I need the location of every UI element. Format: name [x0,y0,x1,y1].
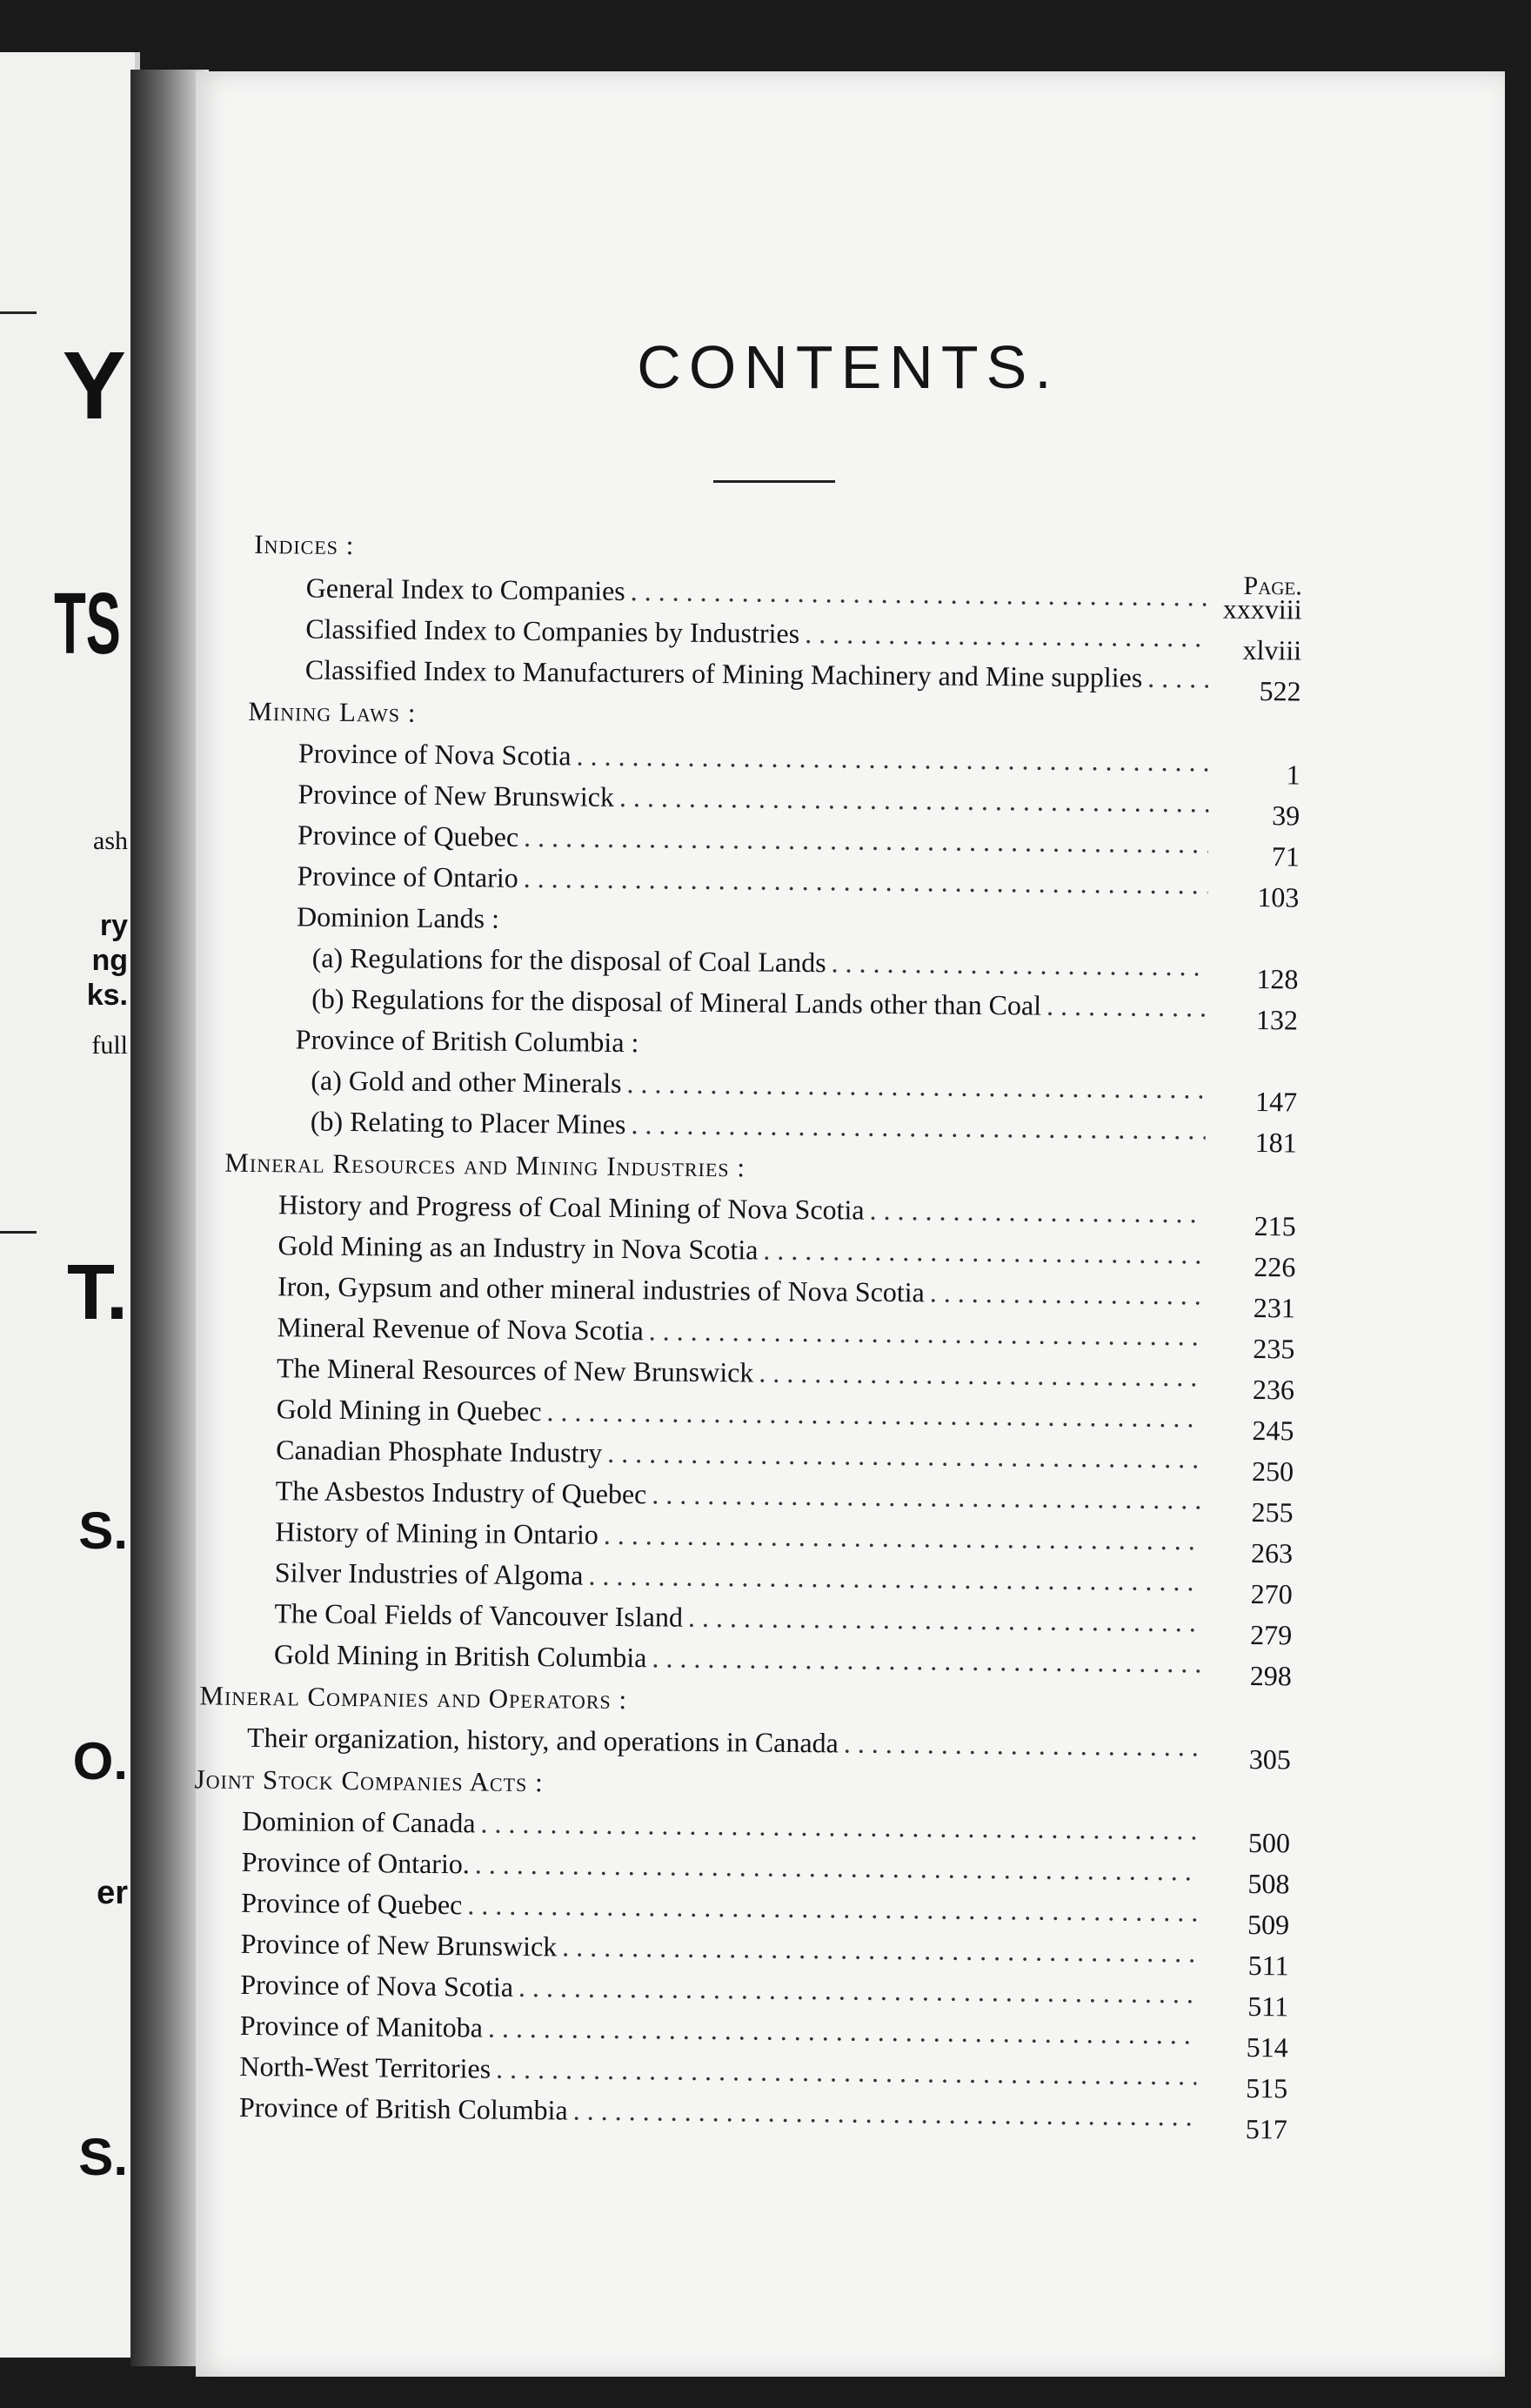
table-of-contents [184,64,1515,2382]
left-fragment: S. [78,2128,128,2186]
toc-entry [239,2085,1196,2138]
dot-leader [930,1270,1205,1316]
toc-entry-title: History of Mining in Ontario [275,1515,599,1550]
toc-entry-title: (a) Gold and other Minerals [311,1064,622,1100]
dot-leader [844,1722,1200,1769]
toc-entry [305,648,1210,700]
toc-entry-title: Province of British Columbia : [295,1023,639,1059]
divider [0,311,37,314]
toc-page-number: 231 [1253,1291,1296,1324]
toc-page-number: 245 [1252,1414,1294,1447]
contents-page [196,71,1505,2377]
toc-page-number: 517 [1245,2112,1287,2145]
toc-page-number: 235 [1253,1332,1295,1365]
toc-entry-title: Their organization, history, and operations in Canada [246,1721,839,1759]
toc-page-number: 511 [1247,1990,1289,2023]
toc-entry-title: Dominion of Canada [241,1804,476,1839]
toc-page-number: 132 [1255,1004,1299,1036]
toc-page-number: xlviii [1242,633,1302,666]
toc-page-number: 128 [1256,963,1299,995]
left-fragment: TS [54,575,121,672]
dot-leader [869,1188,1205,1235]
left-fragment: ash [93,826,128,855]
toc-entry-title: Silver Industries of Algoma [274,1556,584,1591]
dot-leader [763,1228,1205,1276]
section-heading: Mineral Resources and Mining Industries : [224,1147,746,1183]
toc-page-number: 71 [1271,840,1300,873]
toc-entry-title: Province of Manitoba [239,2009,484,2043]
toc-entry-title: (b) Relating to Placer Mines [310,1105,626,1140]
toc-entry-title: Province of New Brunswick [240,1927,558,1963]
toc-entry-title: North-West Territories [239,2050,491,2084]
toc-page-number: 103 [1257,881,1300,913]
toc-entry-title: Mineral Revenue of Nova Scotia [277,1311,644,1347]
toc-entry-title: Province of New Brunswick [298,778,615,813]
toc-page-number: 270 [1250,1577,1293,1610]
toc-page-number: 522 [1259,675,1301,707]
toc-page-number: 226 [1254,1251,1296,1283]
toc-page-number: 514 [1246,2030,1288,2064]
page-column-header: Page. [1243,571,1302,601]
section-heading: Mining Laws : [248,695,417,728]
toc-entry-title: Province of Quebec [297,819,519,853]
toc-entry-title: Classified Index to Companies by Industries [305,612,800,649]
left-fragment: ry [99,909,128,942]
toc-page-number: 255 [1251,1495,1294,1528]
toc-entry-title: Province of British Columbia [238,2090,568,2126]
toc-page-number: 515 [1246,2071,1288,2104]
toc-page-number: 250 [1251,1455,1294,1488]
section-heading: Joint Stock Companies Acts : [194,1763,544,1798]
toc-entry-title: Province of Quebec [241,1886,463,1921]
toc-entry-title: (a) Regulations for the disposal of Coal Lands [311,941,826,979]
dot-leader [1046,984,1207,1029]
left-fragment: O. [72,1732,128,1790]
dot-leader [652,1635,1200,1684]
toc-entry-title: Province of Nova Scotia [240,1968,514,2003]
left-fragment: er [97,1875,128,1911]
left-fragment: full [91,1031,128,1060]
toc-page-number: 263 [1250,1536,1294,1569]
section-heading: Indices : [254,528,355,561]
divider [0,1231,37,1234]
toc-entry-title: General Index to Companies [305,572,625,607]
toc-page-number: 508 [1247,1867,1290,1900]
dot-leader [805,612,1211,659]
previous-page-fragment [0,52,140,2358]
toc-page-number: 215 [1254,1210,1296,1242]
dot-leader [831,940,1207,987]
toc-page-number: 236 [1252,1373,1295,1406]
toc-entry-title: The Coal Fields of Vancouver Island [274,1597,684,1633]
toc-entry-title: Gold Mining as an Industry in Nova Scotia [277,1229,759,1266]
left-fragment: ks. [86,979,128,1012]
toc-entry-title: Dominion Lands : [296,900,500,934]
left-fragment: Y [62,332,126,439]
toc-page-number: 1 [1286,759,1300,791]
toc-page-number: 305 [1248,1742,1292,1776]
toc-page-number: 181 [1254,1127,1297,1159]
toc-page-number: 39 [1272,799,1300,832]
toc-page-number: 509 [1247,1908,1290,1941]
dot-leader [1147,656,1210,700]
left-fragment: ng [91,944,128,977]
dot-leader [572,2089,1196,2138]
toc-page-number: 500 [1247,1826,1291,1859]
toc-page-number: 298 [1249,1659,1292,1692]
toc-page-number: 147 [1254,1086,1298,1118]
toc-entry-title: Classified Index to Manufacturers of Mining Machinery and Mine supplies [304,653,1143,693]
toc-entry-title: Province of Ontario [297,860,518,893]
toc-entry-title: Province of Nova Scotia [298,737,572,772]
toc-page-number: xxxviii [1222,592,1302,625]
left-fragment: S. [78,1502,128,1560]
toc-entry-title: Province of Ontario. [241,1845,471,1880]
toc-entry-title: The Mineral Resources of New Brunswick [276,1352,754,1388]
toc-entry-title: Canadian Phosphate Industry [276,1434,603,1468]
left-fragment: T. [66,1249,128,1336]
toc-entry-title: History and Progress of Coal Mining of Nova Scotia [277,1188,865,1226]
toc-entry-title: (b) Regulations for the disposal of Mineral Lands other than Coal [311,982,1042,1021]
toc-entry-title: Gold Mining in Quebec [276,1393,542,1428]
toc-page-number: 279 [1250,1618,1293,1651]
dot-leader [631,1102,1206,1151]
toc-page-number: 511 [1247,1949,1289,1982]
toc-entry-title: The Asbestos Industry of Quebec [275,1475,647,1510]
dot-leader [759,1351,1203,1399]
page-title: CONTENTS. [637,333,1060,401]
section-heading: Mineral Companies and Operators : [199,1680,628,1716]
toc-entry-title: Gold Mining in British Columbia [273,1638,647,1674]
toc-entry-title: Iron, Gypsum and other mineral industries of Nova Scotia [277,1270,926,1308]
